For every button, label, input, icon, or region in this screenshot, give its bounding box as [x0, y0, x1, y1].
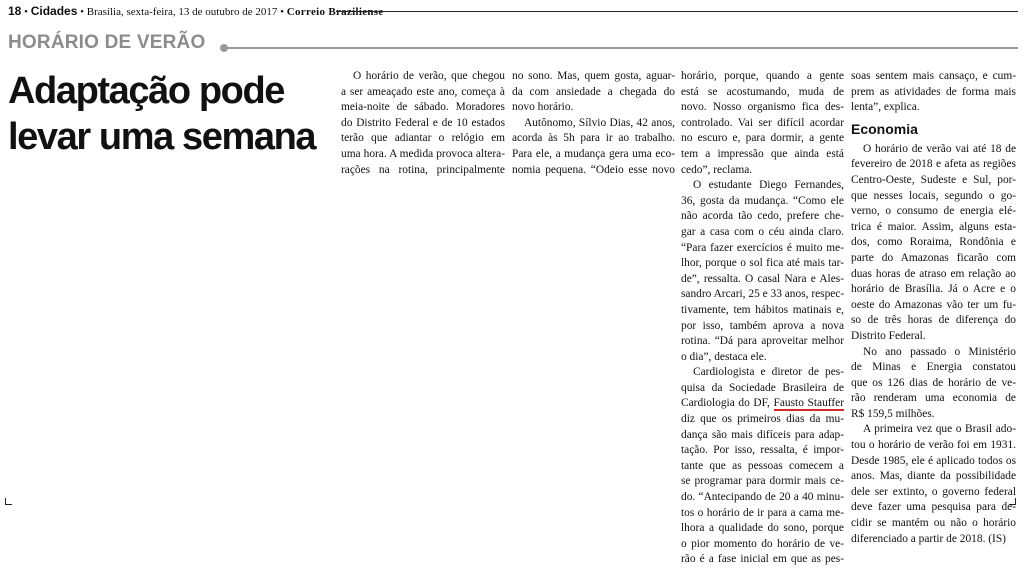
kicker-rule [226, 47, 1018, 49]
text-line: tante que as pessoas comecem a [681, 459, 844, 472]
text-line: diferenciado a partir de 2018. (IS) [851, 532, 1006, 545]
text-line: Distrito Federal. [851, 329, 926, 342]
text-line: dos, como Roraima, Rondônia e [851, 236, 1016, 249]
headline [8, 68, 338, 160]
text-line: rações na rotina, principalmente [341, 163, 505, 176]
text-line: tem a impressão que ainda está [681, 147, 844, 160]
text-line: o pior momento do horário de ve- [681, 537, 844, 550]
text-line: Cardiologia do DF, Fausto Stauffer [681, 397, 844, 410]
header-rule [336, 11, 1018, 12]
text-line: Para ele, a mudança gera uma eco- [512, 147, 675, 160]
crop-mark [1009, 498, 1016, 505]
text-line: deve fazer uma pesquisa para de- [851, 501, 1016, 514]
text-line: que os 126 dias de horário de ve- [851, 376, 1016, 389]
dateline: Brasília, sexta-feira, 13 de outubro de 2017 [86, 6, 278, 18]
text-line: lhora a qualidade do sono, porque [681, 522, 844, 535]
text-line: a ser ameaçado este ano, começa à [341, 85, 505, 98]
text-line: no escuro e, para dormir, a gente [681, 132, 844, 145]
text-line: No ano passado o Ministério [863, 345, 1016, 358]
text-line: horário de Brasília. Já o Acre e o [851, 283, 1016, 296]
text-line: da com ansiedade a chegada do [512, 85, 675, 98]
text-line: so de três horas de diferença do [851, 314, 1016, 327]
text-line: cedo”, reclama. [681, 163, 753, 176]
bullet: • [80, 6, 85, 18]
text-line: no sono. Mas, quem gosta, aguar- [512, 70, 675, 82]
highlighted-name: Fausto Stauffer [773, 397, 844, 410]
publication-name: Correio Braziliense [286, 6, 384, 18]
text-line: tação. Por isso, ressalta, é impor- [681, 444, 844, 457]
text-line: o dia”, destaca ele. [681, 350, 767, 363]
text-line: rão renderam uma economia de [851, 392, 1016, 405]
article-column-1 [341, 69, 505, 178]
text-line: não acorda tão cedo, prefere che- [681, 210, 844, 223]
article-column-2 [512, 69, 675, 178]
text-line: do Distrito Federal e de 10 estados [341, 116, 505, 129]
text-line: gar a casa com o céu ainda claro. [681, 225, 844, 238]
text-line: quisa da Sociedade Brasileira de [681, 381, 844, 394]
text-line: soas sentem mais cansaço, e cum- [851, 70, 1016, 82]
crop-mark [5, 498, 12, 505]
text-line: duas horas de atraso em relação ao [851, 267, 1016, 280]
text-line: prem as atividades de forma mais [851, 85, 1016, 98]
text-line: terão que adiantar o relógio em [341, 132, 505, 145]
section-name: Cidades [30, 4, 78, 18]
text-line: por isso, também aprova a nova [681, 319, 844, 332]
text-line: diz que os primeiros dias da mu- [681, 413, 844, 426]
text-line: rão é a fase inicial em que as pes- [681, 553, 844, 566]
article-column-4 [851, 69, 1016, 547]
text-line: Cardiologista e diretor de pes- [693, 366, 844, 379]
text-line: Desde 1985, ele é aplicado todos os [851, 454, 1016, 467]
text-line: lhor, porque o sol fica até mais tar- [681, 257, 844, 270]
text-line: oeste do Amazonas vão ter um fu- [851, 298, 1016, 311]
text-line: dele ser extinto, o governo federal [851, 485, 1016, 498]
text-line: fevereiro de 2018 e afeta as regiões [851, 158, 1016, 171]
text-line: tivamente, tem hábitos matinais e, [681, 303, 844, 316]
text-line: tou o horário de verão foi em 1931. [851, 439, 1016, 452]
article-column-3 [681, 69, 844, 568]
text-line: O estudante Diego Fernandes, [693, 179, 844, 192]
text-line: 36, gosta da mudança. “Como ele [681, 194, 844, 207]
bullet: • [24, 6, 28, 18]
text-line: meia-noite de sábado. Moradores [341, 101, 505, 114]
page-number: 18 [8, 4, 22, 18]
text-line: dança são mais difíceis para adap- [681, 428, 844, 441]
text-line: uma hora. A medida provoca altera- [341, 147, 505, 160]
text-line: O horário de verão, que chegou [353, 70, 505, 82]
text-line: R$ 159,5 milhões. [851, 407, 935, 420]
text-line: verno, o consumo de energia elé- [851, 205, 1016, 218]
page-header [8, 3, 1018, 19]
text-line: O horário de verão vai até 18 de [863, 142, 1016, 155]
subheading: Economia [851, 120, 918, 137]
kicker: HORÁRIO DE VERÃO [8, 32, 206, 53]
bullet: • [280, 6, 284, 18]
text-line: tos o horário de ir para a cama me- [681, 506, 844, 519]
text-line: que nesses locais, segundo o go- [851, 189, 1016, 202]
text-line: parte do Amazonas ficarão com [851, 251, 1016, 264]
text-line: do. “Antecipando de 20 a 40 minu- [681, 491, 844, 504]
text-line: rotina. “Dá para aproveitar melhor [681, 335, 844, 348]
text-line: anos. Mas, diante da possibilidade [851, 470, 1016, 483]
text-line: novo horário. [512, 101, 574, 114]
text-line: acorda às 5h para ir ao trabalho. [512, 132, 675, 145]
headline-line-2: levar uma semana [8, 116, 316, 158]
text-line: horário, porque, quando a gente [681, 70, 844, 82]
text-line: controlado. Vai ser difícil acordar [681, 116, 844, 129]
text-line: “Para fazer exercícios é muito me- [681, 241, 844, 254]
headline-line-1: Adaptação pode [8, 70, 284, 112]
text-line: cidir se mantém ou não o horário [851, 517, 1016, 530]
text-line: A primeira vez que o Brasil ado- [863, 423, 1016, 436]
text-line: nomia pequena. “Odeio esse novo [512, 163, 675, 176]
text-line: novo. Nosso organismo fica des- [681, 101, 844, 114]
text-line: trica é maior. Assim, alguns esta- [851, 220, 1016, 233]
text-line: Centro-Oeste, Sudeste e Sul, por- [851, 173, 1016, 186]
text-line: sandro Arcari, 25 e 33 anos, respec- [681, 288, 845, 301]
text-line: se programar para dormir mais ce- [681, 475, 844, 488]
text-line: de”, ressalta. O casal Nara e Ales- [681, 272, 844, 285]
text-line: de Minas e Energia constatou [851, 361, 1016, 374]
text-line: Autônomo, Sílvio Dias, 42 anos, [524, 116, 675, 129]
text-line: lenta”, explica. [851, 101, 920, 114]
text-line: está se acostumando, muda de [681, 85, 844, 98]
